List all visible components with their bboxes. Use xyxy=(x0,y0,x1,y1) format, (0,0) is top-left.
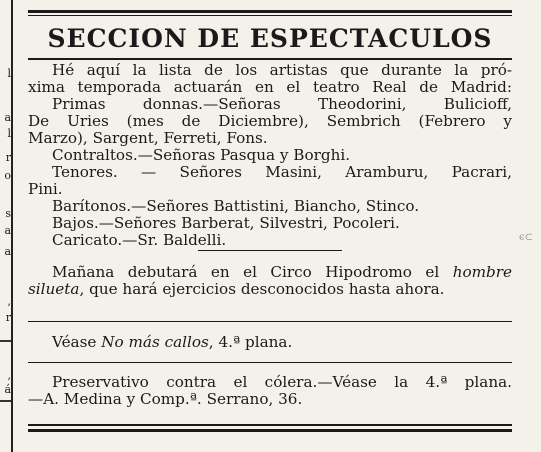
separator-rule xyxy=(28,321,512,322)
text-line: Marzo), Sargent, Ferreti, Fons. xyxy=(28,130,268,147)
text-line xyxy=(28,334,512,351)
gutter-fragment: s xyxy=(5,207,11,220)
gutter-fragment: á xyxy=(4,383,11,396)
column-rule xyxy=(11,0,13,452)
gutter-fragment: a xyxy=(4,245,11,258)
margin-mark: ϵ⊂ xyxy=(519,232,533,243)
section-heading: SECCION DE ESPECTACULOS xyxy=(47,24,493,53)
bottom-rule-thick xyxy=(28,429,512,432)
text-line: Contraltos.—Señoras Pasqua y Borghi. xyxy=(52,147,351,164)
bottom-rule xyxy=(28,424,512,426)
circo-text: Mañana debutará en el Circo Hipodromo el xyxy=(52,264,453,281)
text-line: Primas donnas.—Señoras Theodorini, Bulicioff, xyxy=(52,96,512,113)
gutter-fragment: a xyxy=(4,224,11,237)
callos-italic: No más callos xyxy=(101,334,209,351)
text-line: xima temporada actuarán en el teatro Real de Madrid: xyxy=(28,79,512,96)
circo-italic: silueta xyxy=(28,281,80,298)
colera-notice xyxy=(28,374,512,408)
callos-text: , 4.ª plana. xyxy=(208,334,293,351)
top-rule-thin xyxy=(28,15,512,16)
gutter-fragment: l xyxy=(7,127,11,140)
gutter-fragment: l xyxy=(7,67,11,80)
gutter-fragment: r xyxy=(5,151,11,164)
artists-list xyxy=(28,62,512,249)
callos-notice xyxy=(28,334,512,351)
top-rule xyxy=(28,10,512,13)
circo-notice xyxy=(28,264,512,298)
text-line xyxy=(28,264,512,281)
gutter-fragment: o xyxy=(4,169,11,182)
circo-text: , que hará ejercicios desconocidos hasta ahora. xyxy=(79,281,445,298)
gutter-tick xyxy=(0,400,11,402)
text-line: Pini. xyxy=(28,181,63,198)
gutter-fragment: , xyxy=(7,369,11,382)
gutter-fragment: r xyxy=(5,311,11,324)
text-line xyxy=(28,281,512,298)
text-line: Caricato.—Sr. Baldelli. xyxy=(52,232,227,249)
text-line: Barítonos.—Señores Battistini, Biancho, Stinco. xyxy=(52,198,420,215)
text-line: —A. Medina y Comp.ª. Serrano, 36. xyxy=(28,391,303,408)
gutter-fragment: a xyxy=(4,111,11,124)
text-line: Hé aquí la lista de los artistas que durante la pró- xyxy=(52,62,512,79)
gutter-tick xyxy=(0,340,11,342)
text-line: De Uries (mes de Diciembre), Sembrich (Febrero y xyxy=(28,113,512,130)
gutter-fragment: , xyxy=(7,295,11,308)
text-line: Preservativo contra el cólera.—Véase la 4.ª plana. xyxy=(52,374,512,391)
circo-italic: hombre xyxy=(452,264,512,281)
separator-rule xyxy=(28,362,512,363)
text-line: Bajos.—Señores Barberat, Silvestri, Pocoleri. xyxy=(52,215,400,232)
news-column xyxy=(28,0,512,452)
separator-short xyxy=(198,250,342,251)
left-gutter xyxy=(0,0,22,452)
text-line: Tenores. — Señores Masini, Aramburu, Pacrari, xyxy=(52,164,512,181)
heading-rule xyxy=(28,58,512,60)
callos-text: Véase xyxy=(52,334,102,351)
